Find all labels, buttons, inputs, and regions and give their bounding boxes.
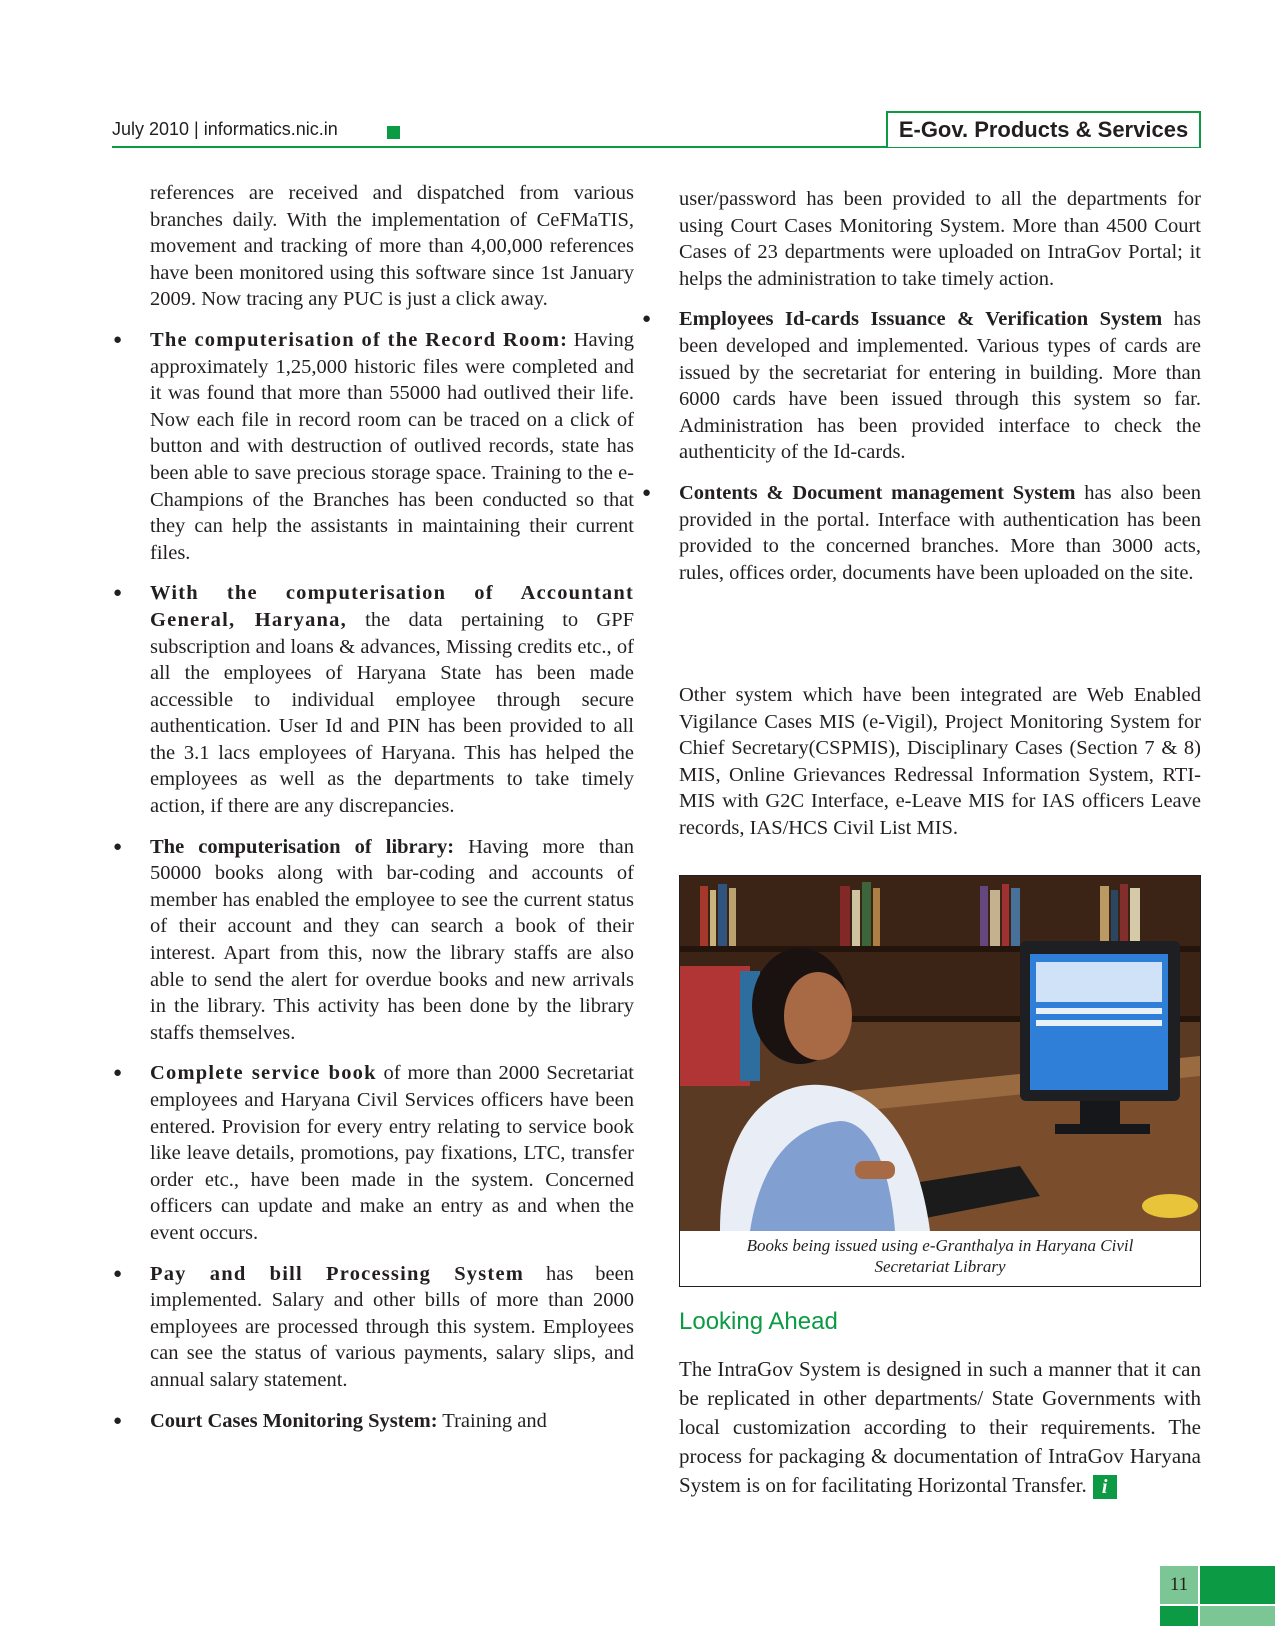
other-systems-paragraph: Other system which have been integrated are Web Enabled Vigilance Cases MIS (e-Vigil), Project Monitoring System for Chief Secretary(CSPMIS), Disciplinary Cases (Section 7 & 8) MIS, Online Grievances Redressal Information System, RTI- MIS with G2C Interface, e-Leave MIS for IAS officers Leave records, IAS/HCS Civil List MIS. [679, 684, 1201, 839]
list-item [150, 327, 634, 566]
item-title: With the computerisation of Accountant General, Haryana, [150, 582, 634, 631]
item-text: of more than 2000 Secretariat employees and Haryana Civil Services officers have been entered. Provision for every entry relating to service book like leave details, promotions, pay fixations, LTC, transfer order etc., have been made in the system. Concerned officers can update and make an entry as and when the event occurs. [150, 1062, 634, 1244]
section-title: E-Gov. Products & Services [886, 111, 1201, 147]
right-bullet-list [679, 306, 1201, 586]
list-item [150, 1408, 634, 1435]
list-item [679, 306, 1201, 466]
item-text: the data pertaining to GPF subscription and loans & advances, Missing credits etc., of all the employees of Haryana State has been made accessible to individual employee through secure authentication. User Id and PIN has been provided to all the 3.1 lacs employees of Haryana. This has helped the employees as well as the departments to take timely action, if there are any discrepancies. [150, 608, 634, 818]
header-square-icon [387, 126, 400, 139]
item-text: has been implemented. Salary and other bills of more than 2000 employees are processed through this system. Employees can see the status of various payments, salary slips, and annual salary statement. [150, 1262, 634, 1391]
left-column [150, 180, 634, 1448]
item-title: Court Cases Monitoring System: [150, 1409, 438, 1432]
item-text: has been developed and implemented. Various types of cards are issued by the secretariat for entering in building. More than 6000 cards have been issued through this system so far. Administration has been provided interface to check the authenticity of the Id-cards. [679, 308, 1202, 464]
item-text: Having approximately 1,25,000 historic files were completed and it was found that more than 55000 had outlived their life. Now each file in record room can be traced on a click of button and with destruction of outlived records, state has been able to save precious storage space. Training to the e-Champions of the Branches has been conducted so that they can help the assistants in maintaining their current files. [150, 328, 634, 564]
page-corner-block [1160, 1606, 1198, 1626]
header-date-site: July 2010 | informatics.nic.in [112, 119, 338, 139]
page-corner-block [1200, 1606, 1275, 1626]
right-intro: user/password has been provided to all the departments for using Court Cases Monitoring System. More than 4500 Court Cases of 23 departments were uploaded on IntraGov Portal; it helps the administration to take timely action. [679, 188, 1201, 290]
looking-ahead-heading: Looking Ahead [679, 1308, 838, 1335]
item-title: Employees Id-cards Issuance & Verification System [679, 308, 1163, 331]
left-bullet-list [150, 327, 634, 1434]
list-item [150, 834, 634, 1047]
list-item [150, 1261, 634, 1394]
looking-ahead-text: The IntraGov System is designed in such a manner that it can be replicated in other departments/ State Governments with local customization according to their requirements. The process for packaging & documentation of IntraGov Haryana System is on for facilitating Horizontal Transfer. [679, 1357, 1201, 1497]
looking-ahead-paragraph [679, 1355, 1201, 1500]
library-photo [680, 876, 1200, 1231]
list-item [679, 480, 1201, 586]
item-text: Having more than 50000 books along with bar-coding and accounts of member has enabled the employee to see the current status of their account and they can search a book of their interest. Apart from this, now the library staffs are also able to send the alert for overdue books and new arrivals in the library. This activity has been done by the library staffs themselves. [150, 835, 634, 1044]
item-title: The computerisation of the Record Room: [150, 328, 569, 351]
item-title: Contents & Document management System [679, 481, 1076, 504]
left-intro: references are received and dispatched from various branches daily. With the implementation of CeFMaTIS, movement and tracking of more than 4,00,000 references have been monitored using this software since 1st January 2009. Now tracing any PUC is just a click away. [150, 182, 634, 311]
photo-figure [679, 875, 1201, 1287]
caption-line-2: Secretariat Library [874, 1257, 1006, 1276]
info-icon: i [1093, 1475, 1117, 1499]
list-item [150, 1060, 634, 1246]
page-number: 11 [1169, 1574, 1189, 1595]
list-item [150, 580, 634, 819]
item-title: The computerisation of library: [150, 835, 455, 858]
caption-line-1: Books being issued using e-Granthalya in Haryana Civil [746, 1236, 1134, 1255]
item-title: Pay and bill Processing System [150, 1262, 525, 1285]
item-text: has also been provided in the portal. Interface with authentication has been provided to the concerned branches. More than 3000 acts, rules, offices order, documents have been uploaded on the site. [679, 481, 1202, 584]
figure-caption [680, 1235, 1200, 1277]
item-text: Training and [437, 1409, 547, 1432]
item-title: Complete service book [150, 1062, 377, 1085]
page-corner-block [1200, 1566, 1275, 1604]
right-column [679, 186, 1201, 600]
